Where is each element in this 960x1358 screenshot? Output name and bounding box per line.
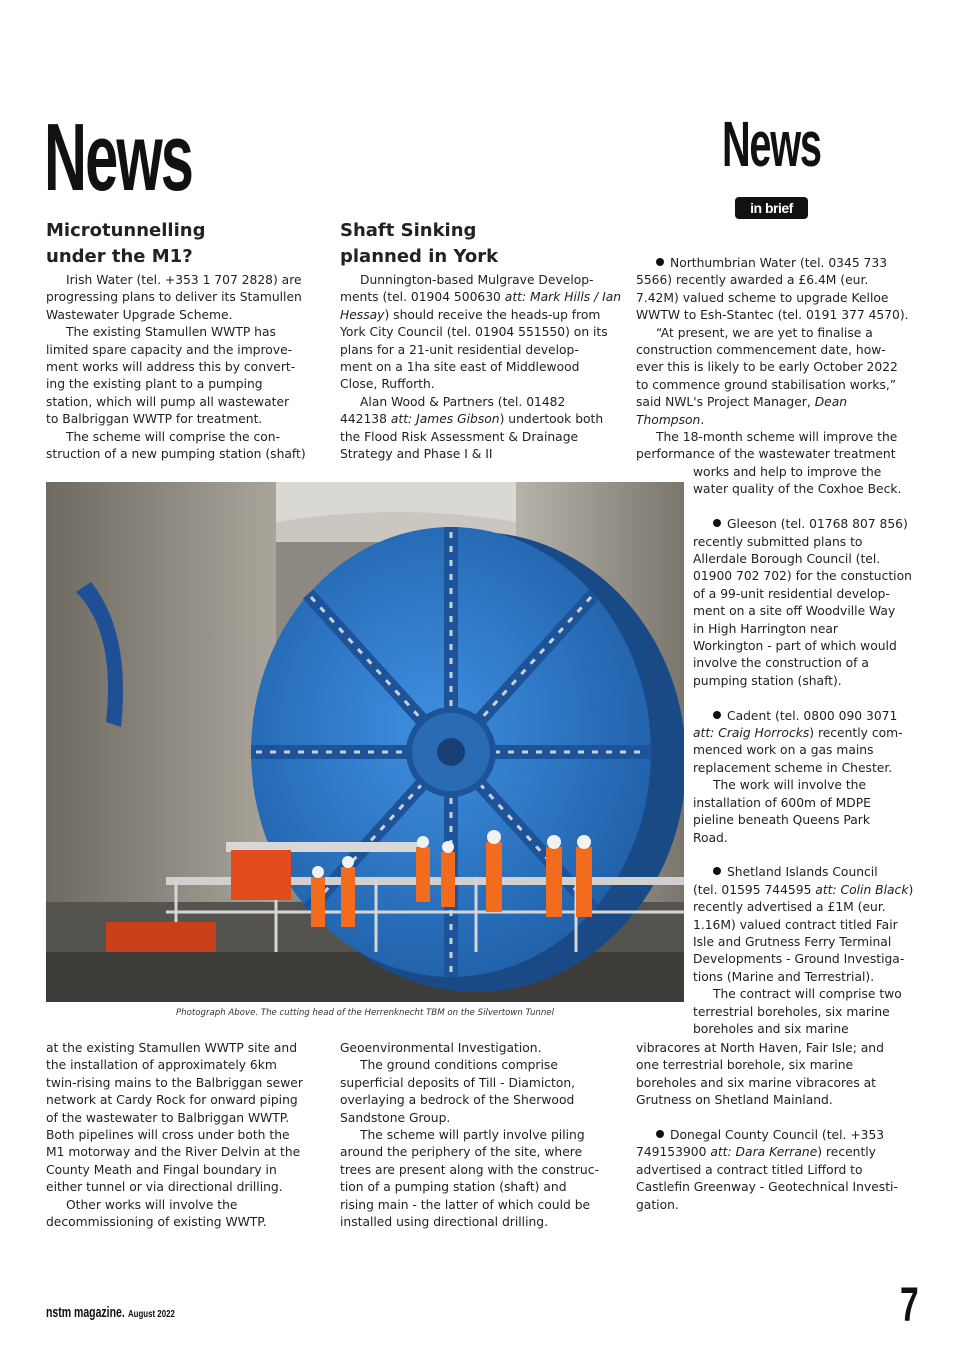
text-fragment: Shetland Islands Council [727,865,878,880]
text-line: Both pipelines will cross under both the [46,1128,290,1143]
text-fragment: 749153900 [636,1145,711,1160]
text-line: limited spare capacity and the improve- [46,342,293,357]
text-line: vibracores at North Haven, Fair Isle; and [636,1041,884,1055]
text-fragment: ) recently [817,1145,876,1160]
text-line: plans for a 21-unit residential develop- [340,342,579,357]
text-line [693,708,913,725]
text-line: of a 99-unit residential develop- [693,586,890,601]
text-line: York City Council (tel. 01904 551550) on its [340,325,608,340]
text-line: Dunnington-based Mulgrave Develop- [360,273,594,287]
article1-heading-line: under the M1? [46,246,193,267]
bullet-icon [656,258,664,266]
text-line: ing the existing plant to a pumping [46,377,263,392]
text-line: advertised a contract titled Lifford to [636,1162,863,1177]
text-line: The scheme will partly involve piling [360,1128,585,1143]
text-line: construction commencement date, how- [636,343,886,358]
text-line: Close, Rufforth. [340,377,435,392]
text-fragment: . [700,412,705,427]
text-line: to commence ground stabilisation works,” [636,377,897,392]
text-line: 01900 702 702) for the constuction [693,569,912,584]
article1-body-top [46,272,306,463]
footer-issue-date: August 2022 [128,1308,175,1320]
text-line: progressing plans to deliver its Stamullen [46,290,302,305]
tbm-photograph [46,482,684,1002]
text-fragment: ) [908,882,914,897]
contact-name: att: Mark Hills / Ian [504,290,622,305]
text-fragment: ments (tel. 01904 500630 [340,290,505,305]
text-line: Road. [693,830,728,845]
text-fragment: ) recently com- [809,726,903,741]
text-fragment: Donegal County Council (tel. +353 [670,1128,885,1143]
article1-heading [46,218,205,270]
contact-name: Thompson [636,412,701,427]
text-line: installation of 600m of MDPE [693,795,871,810]
text-line: tion of a pumping station (shaft) and [340,1180,567,1195]
text-line: Allerdale Borough Council (tel. [693,552,881,567]
text-line: Sandstone Group. [340,1110,451,1125]
text-line: ment on a 1ha site east of Middlewood [340,360,580,375]
text-line: Wastewater Upgrade Scheme. [46,307,233,322]
text-line [636,412,909,429]
text-line: struction of a new pumping station (shaft) [46,447,306,462]
text-line: one terrestrial borehole, six marine [636,1058,854,1073]
article2-heading-line: planned in York [340,246,499,267]
text-line: station, which will pump all wastewater [46,394,290,409]
in-brief-badge: in brief [735,197,808,219]
text-line: at the existing Stamullen WWTP site and [46,1041,297,1055]
article1-heading-line: Microtunnelling [46,220,206,241]
text-line: Workington - part of which would [693,639,897,654]
contact-name: att: Colin Black [815,882,909,897]
article1-body-bottom [46,1040,303,1231]
text-line: recently submitted plans to [693,534,863,549]
text-line: Castlefin Greenway - Geotechnical Investi- [636,1180,898,1195]
text-line: Geoenvironmental Investigation. [340,1041,542,1055]
text-line [693,725,913,742]
text-line: performance of the wastewater treatment [636,447,896,462]
bullet-icon [713,711,721,719]
text-line: replacement scheme in Chester. [693,760,893,775]
contact-name: att: James Gibson [390,412,500,427]
article2-heading-line: Shaft Sinking [340,220,477,241]
text-line [693,864,913,881]
text-line: rising main - the latter of which could be [340,1197,591,1212]
text-line [636,1144,898,1161]
text-line: gation. [636,1197,679,1212]
bullet-icon [656,1130,664,1138]
article2-body-bottom [340,1040,599,1231]
text-line: Developments - Ground Investiga- [693,952,905,967]
text-line: The contract will comprise two [713,987,902,1002]
page-masthead: News [44,104,193,211]
text-line: ment on a site off Woodville Way [693,604,896,619]
photo-caption: Photograph Above. The cutting head of the Herrenknecht TBM on the Silvertown Tunnel [176,1008,554,1018]
text-line: in High Harrington near [693,621,838,636]
text-line: involve the construction of a [693,656,869,671]
text-line [340,307,621,324]
text-line: The 18-month scheme will improve the [656,430,898,445]
text-line [636,394,909,411]
brief-column-top [636,255,909,464]
text-line: ment works will address this by convert- [46,360,296,375]
article2-body-top [340,272,621,463]
text-line: the Flood Risk Assessment & Drainage [340,429,579,444]
text-fragment: 442138 [340,412,391,427]
brief-column-middle [693,464,913,1038]
text-fragment: ) undertook both [499,412,604,427]
text-line: menced work on a gas mains [693,743,874,758]
text-line: boreholes and six marine [693,1021,849,1036]
text-line: The work will involve the [713,778,867,793]
article2-heading [340,218,498,270]
text-line [636,1127,898,1144]
text-line: Strategy and Phase I & II [340,447,493,462]
brief-column-bottom [636,1040,898,1214]
bullet-icon [713,867,721,875]
text-fragment: said NWL's Project Manager, [636,395,815,410]
text-line: decommissioning of existing WWTP. [46,1215,267,1230]
text-line: Isle and Grutness Ferry Terminal [693,934,892,949]
text-line: County Meath and Fingal boundary in [46,1162,277,1177]
text-line: pieline beneath Queens Park [693,813,870,828]
footer-magazine-name: nstm magazine. [46,1304,125,1321]
text-line: The scheme will comprise the con- [66,429,281,444]
tbm-cutting-head-illustration [46,482,684,1002]
text-line [340,411,621,428]
text-line: WWTW to Esh-Stantec (tel. 0191 377 4570). [636,308,909,323]
news-in-brief-title: News [722,108,821,180]
text-line: Irish Water (tel. +353 1 707 2828) are [66,273,302,287]
text-fragment: (tel. 01595 744595 [693,882,816,897]
text-line [636,255,909,272]
text-line: recently advertised a £1M (eur. [693,900,886,915]
text-line: tions (Marine and Terrestrial). [693,969,875,984]
page-number: 7 [900,1279,919,1332]
text-line: of the wastewater to Balbriggan WWTP. [46,1110,290,1125]
text-line: terrestrial boreholes, six marine [693,1004,890,1019]
text-line: works and help to improve the [693,465,882,479]
text-line: installed using directional drilling. [340,1215,548,1230]
text-fragment: Gleeson (tel. 01768 807 856) [727,517,908,532]
text-line: pumping station (shaft). [693,673,842,688]
text-line: Alan Wood & Partners (tel. 01482 [360,394,566,409]
text-line: 5566) recently awarded a £6.4M (eur. [636,273,869,288]
text-line: M1 motorway and the River Delvin at the [46,1145,301,1160]
text-fragment: Cadent (tel. 0800 090 3071 [727,708,898,723]
text-line: “At present, we are yet to finalise a [656,325,873,340]
text-line: Other works will involve the [66,1197,238,1212]
contact-name: att: Dara Kerrane [710,1145,818,1160]
text-line [693,882,913,899]
text-line: either tunnel or via directional drilling. [46,1180,283,1195]
text-line: ever this is likely to be early October 2022 [636,360,898,375]
text-line: trees are present along with the construc- [340,1162,599,1177]
text-line: superficial deposits of Till - Diamicton, [340,1075,576,1090]
text-line: The ground conditions comprise [360,1058,558,1073]
text-line: to Balbriggan WWTP for treatment. [46,412,263,427]
text-line: overlaying a bedrock of the Sherwood [340,1093,575,1108]
text-line: the installation of approximately 6km [46,1058,277,1073]
text-line: network at Cardy Rock for onward piping [46,1093,298,1108]
text-line: 1.16M) valued contract titled Fair [693,917,898,932]
text-line: boreholes and six marine vibracores at [636,1075,876,1090]
text-line: The existing Stamullen WWTP has [66,325,276,340]
text-fragment: Northumbrian Water (tel. 0345 733 [670,256,888,270]
text-line [693,516,913,533]
text-line: water quality of the Coxhoe Beck. [693,482,902,497]
text-line: 7.42M) valued scheme to upgrade Kelloe [636,290,889,305]
text-line: Grutness on Shetland Mainland. [636,1093,833,1108]
text-line [340,289,621,306]
contact-name: att: Craig Horrocks [693,726,810,741]
contact-name: Hessay [340,307,385,322]
contact-name: Dean [814,395,848,410]
text-line: around the periphery of the site, where [340,1145,583,1160]
text-fragment: ) should receive the heads-up from [384,307,601,322]
bullet-icon [713,519,721,527]
text-line: twin-rising mains to the Balbriggan sewer [46,1075,303,1090]
